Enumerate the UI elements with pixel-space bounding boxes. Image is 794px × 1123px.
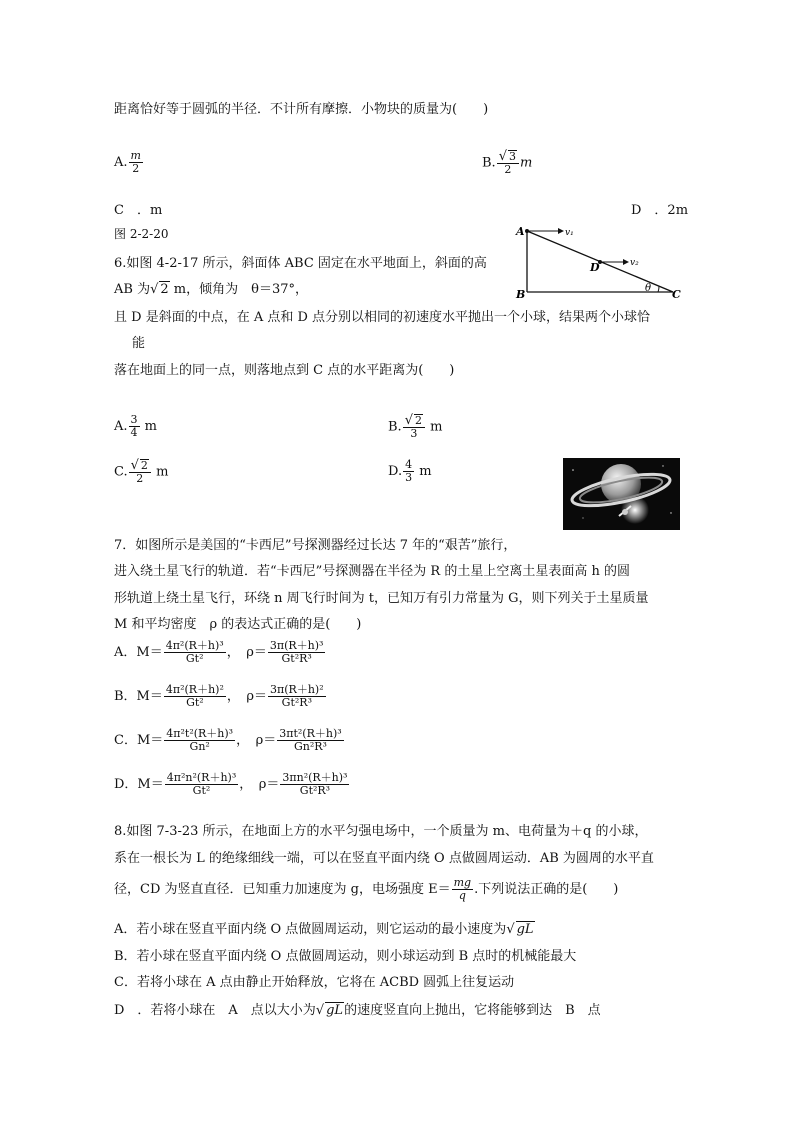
q7-option-a: A．M＝ $\frac{\text{4π²(R＋h)³}}{\text{Gt²}}$ ， ρ＝ $\frac{\text{3π(R＋h)³}}{\text{Gt²R³}}$ (114, 639, 324, 665)
q5-figure-label: 图 2-2-20 (114, 227, 169, 241)
q6-line4: 落在地面上的同一点，则落地点到 C 点的水平距离为( ) (114, 363, 455, 378)
q7-option-d: D．M＝ $\frac{\text{4π²n²(R＋h)³}}{\text{Gt²}}$ ， ρ＝ $\frac{\text{3πn²(R＋h)³}}{\text{Gt²R³}}$ (114, 771, 348, 797)
q6-line2: AB 为√ 2 m，倾角为 θ＝37°， (114, 282, 308, 297)
q8-option-d: D ．若将小球在 A 点以大小为√ gL的速度竖直向上抛出，它将能够到达 B 点 (114, 1003, 601, 1018)
incline-diagram (510, 222, 685, 304)
q6-line3b: 能 (132, 336, 146, 351)
q6-option-b: B. $\frac{√ 2}{3}$ m (388, 413, 443, 440)
q8-line2: 系在一根长为 L 的绝缘细线一端，可以在竖直平面内绕 O 点做圆周运动．AB 为圆周的水平直 (114, 851, 654, 866)
q7-line4: M 和平均密度 ρ 的表达式正确的是( ) (114, 617, 362, 632)
v1-label: v₁ (565, 228, 574, 238)
q7-line3: 形轨道上绕土星飞行，环绕 n 周飞行时间为 t，已知万有引力常量为 G，则下列关于土星质量 (114, 591, 649, 606)
saturn-cassini-image (563, 458, 680, 530)
q5-option-a-fraction: $\frac{m}{2}$ (130, 149, 141, 175)
q6-option-c: C. $\frac{√ 2}{2}$ m (114, 458, 169, 485)
q8-line3: 径，CD 为竖直直径．已知重力加速度为 g，电场强度 E＝ $\frac{mg}{q}$ .下列说法正确的是( ) (114, 876, 619, 902)
point-c-label: C (672, 288, 681, 301)
q6-option-a: A. $\frac{3}{4}$ m (114, 413, 157, 439)
v2-label: v₂ (630, 258, 639, 268)
q6-line3: 且 D 是斜面的中点，在 A 点和 D 点分别以相同的初速度水平抛出一个小球，结果两个小球恰 (114, 310, 651, 325)
q5-option-b: B. $\frac{√ 3}{2}$ m (482, 149, 533, 176)
q6-line1: 6.如图 4-2-17 所示，斜面体 ABC 固定在水平地面上，斜面的高 (114, 256, 487, 271)
q7-line1: 7．如图所示是美国的“卡西尼”号探测器经过长达 7 年的“艰苦”旅行， (114, 538, 517, 553)
q7-option-c: C．M＝ $\frac{\text{4π²t²(R＋h)³}}{\text{Gn²}}$ ， ρ＝ $\frac{\text{3πt²(R＋h)³}}{\text{Gn²R³}}$ (114, 727, 342, 753)
saturn-illustration (563, 458, 680, 530)
q5-option-a: A. $\frac{m}{2}$ (114, 149, 141, 175)
point-d-label: D (590, 261, 600, 274)
q5-line1: 距离恰好等于圆弧的半径．不计所有摩擦．小物块的质量为( ) (114, 102, 489, 117)
q8-option-b: B．若小球在竖直平面内绕 O 点做圆周运动，则小球运动到 B 点时的机械能最大 (114, 949, 577, 964)
point-b-label: B (516, 288, 526, 301)
q7-line2: 进入绕土星飞行的轨道．若“卡西尼”号探测器在半径为 R 的土星上空离土星表面高 h 的圆 (114, 564, 630, 579)
q8-option-c: C．若将小球在 A 点由静止开始释放，它将在 ACBD 圆弧上往复运动 (114, 975, 515, 990)
q7-option-b: B．M＝ $\frac{\text{4π²(R＋h)²}}{\text{Gt²}}$ ， ρ＝ $\frac{\text{3π(R＋h)²}}{\text{Gt²R³}}$ (114, 683, 324, 709)
q8-option-a: A．若小球在竖直平面内绕 O 点做圆周运动，则它运动的最小速度为√ gL (114, 922, 534, 937)
q5-option-c: C ．m (114, 203, 163, 218)
theta-label: θ (645, 283, 652, 294)
q5-option-b-fraction: $\frac{√ 3}{2}$ (497, 150, 519, 176)
q5-option-d: D ．2m (631, 203, 689, 218)
q6-option-d: D. $\frac{4}{3}$ m (388, 458, 432, 484)
point-a-label: A (516, 225, 525, 238)
q8-line1: 8.如图 7-3-23 所示，在地面上方的水平匀强电场中，一个质量为 m、电荷量为＋q 的小球， (114, 824, 648, 839)
